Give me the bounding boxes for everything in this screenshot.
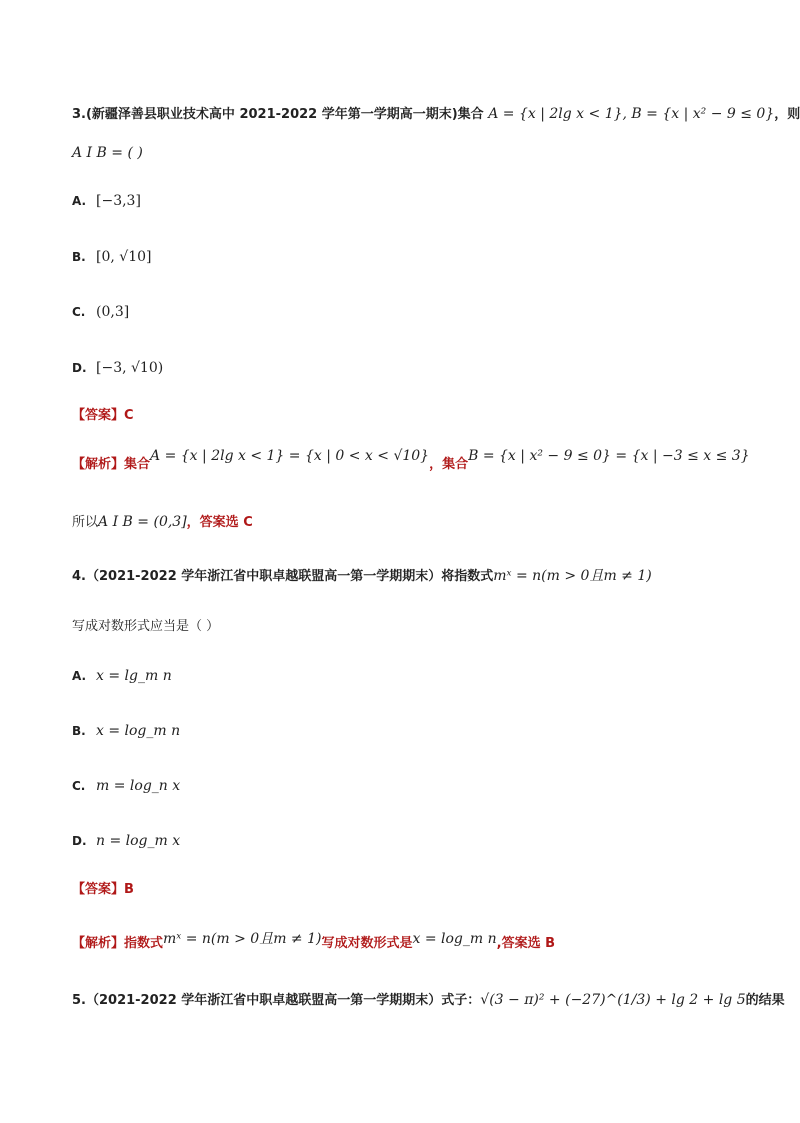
analysis-word: 写成对数形式是 xyxy=(321,936,413,951)
q3-option-c xyxy=(72,302,129,323)
q3-suffix: ，则 xyxy=(774,107,800,122)
analysis-expression: B = {x | x² − 9 ≤ 0} = {x | −3 ≤ x ≤ 3} xyxy=(468,448,750,464)
q3-analysis xyxy=(72,448,750,475)
q5-prefix: 5.（2021-2022 学年浙江省中职卓越联盟高一第一学期期末）式子： xyxy=(72,993,481,1008)
q3-stem-line2 xyxy=(72,143,143,164)
q4-option-c xyxy=(72,776,180,797)
option-math: [−3, √10) xyxy=(96,360,164,376)
q4-option-a xyxy=(72,666,172,687)
conclusion-expression: A I B = (0,3] xyxy=(98,514,187,530)
q4-answer xyxy=(72,880,134,900)
conclusion-suffix: ，答案选 C xyxy=(186,515,253,530)
option-label: B. xyxy=(72,724,86,738)
q3-option-b xyxy=(72,247,151,268)
q4-expression: mˣ = n(m > 0且m ≠ 1) xyxy=(493,568,652,584)
answer-value: B xyxy=(124,882,134,897)
option-math: x = log_m n xyxy=(96,723,181,739)
option-label: D. xyxy=(72,361,87,375)
q4-analysis xyxy=(72,933,555,954)
analysis-expression: x = log_m n xyxy=(412,931,497,947)
q4-prefix: 4.（2021-2022 学年浙江省中职卓越联盟高一第一学期期末）将指数式 xyxy=(72,569,494,584)
option-label: A. xyxy=(72,194,87,208)
answer-value: C xyxy=(124,408,134,423)
q3-stem-line1 xyxy=(72,104,800,125)
answer-label: 【答案】 xyxy=(72,882,125,897)
analysis-suffix: ,答案选 B xyxy=(496,936,556,951)
analysis-word: 指数式 xyxy=(124,936,164,951)
analysis-word: ，集合 xyxy=(429,457,469,472)
q4-option-d xyxy=(72,831,180,852)
analysis-expression: A = {x | 2lg x < 1} = {x | 0 < x < √10} xyxy=(150,448,430,464)
q4-stem-line2 xyxy=(72,617,219,637)
q4-line2: 写成对数形式应当是（ ） xyxy=(72,619,220,634)
option-label: A. xyxy=(72,669,87,683)
conclusion-prefix: 所以 xyxy=(72,515,99,530)
analysis-expression: mˣ = n(m > 0且m ≠ 1) xyxy=(163,931,322,947)
option-math: [−3,3] xyxy=(96,193,141,209)
q3-prefix: 3.(新疆泽善县职业技术高中 2021-2022 学年第一学期高一期末)集合 xyxy=(72,107,489,122)
answer-label: 【答案】 xyxy=(72,408,125,423)
option-math: (0,3] xyxy=(96,304,130,320)
q5-expression: √(3 − π)² + (−27)^(1/3) + lg 2 + lg 5 xyxy=(480,992,746,1008)
q3-option-a xyxy=(72,191,141,212)
q4-option-b xyxy=(72,721,180,742)
q3-conclusion xyxy=(72,512,253,533)
q4-stem-line1 xyxy=(72,566,652,587)
option-math: [0, √10] xyxy=(96,249,152,265)
option-label: B. xyxy=(72,250,86,264)
q3-answer xyxy=(72,406,134,426)
option-math: n = log_m x xyxy=(96,833,181,849)
analysis-word: 集合 xyxy=(124,457,151,472)
option-math: m = log_n x xyxy=(96,778,181,794)
q3-set-expression: A = {x | 2lg x < 1}, B = {x | x² − 9 ≤ 0} xyxy=(488,106,775,122)
q5-stem-line1 xyxy=(72,990,785,1011)
option-label: C. xyxy=(72,305,86,319)
option-label: D. xyxy=(72,834,87,848)
q3-option-d xyxy=(72,358,163,379)
q3-intersection-blank: A I B = ( ) xyxy=(72,145,143,161)
q5-suffix: 的结果 xyxy=(745,993,785,1008)
analysis-label: 【解析】 xyxy=(72,457,125,472)
analysis-label: 【解析】 xyxy=(72,936,125,951)
option-label: C. xyxy=(72,779,86,793)
option-math: x = lg_m n xyxy=(96,668,172,684)
